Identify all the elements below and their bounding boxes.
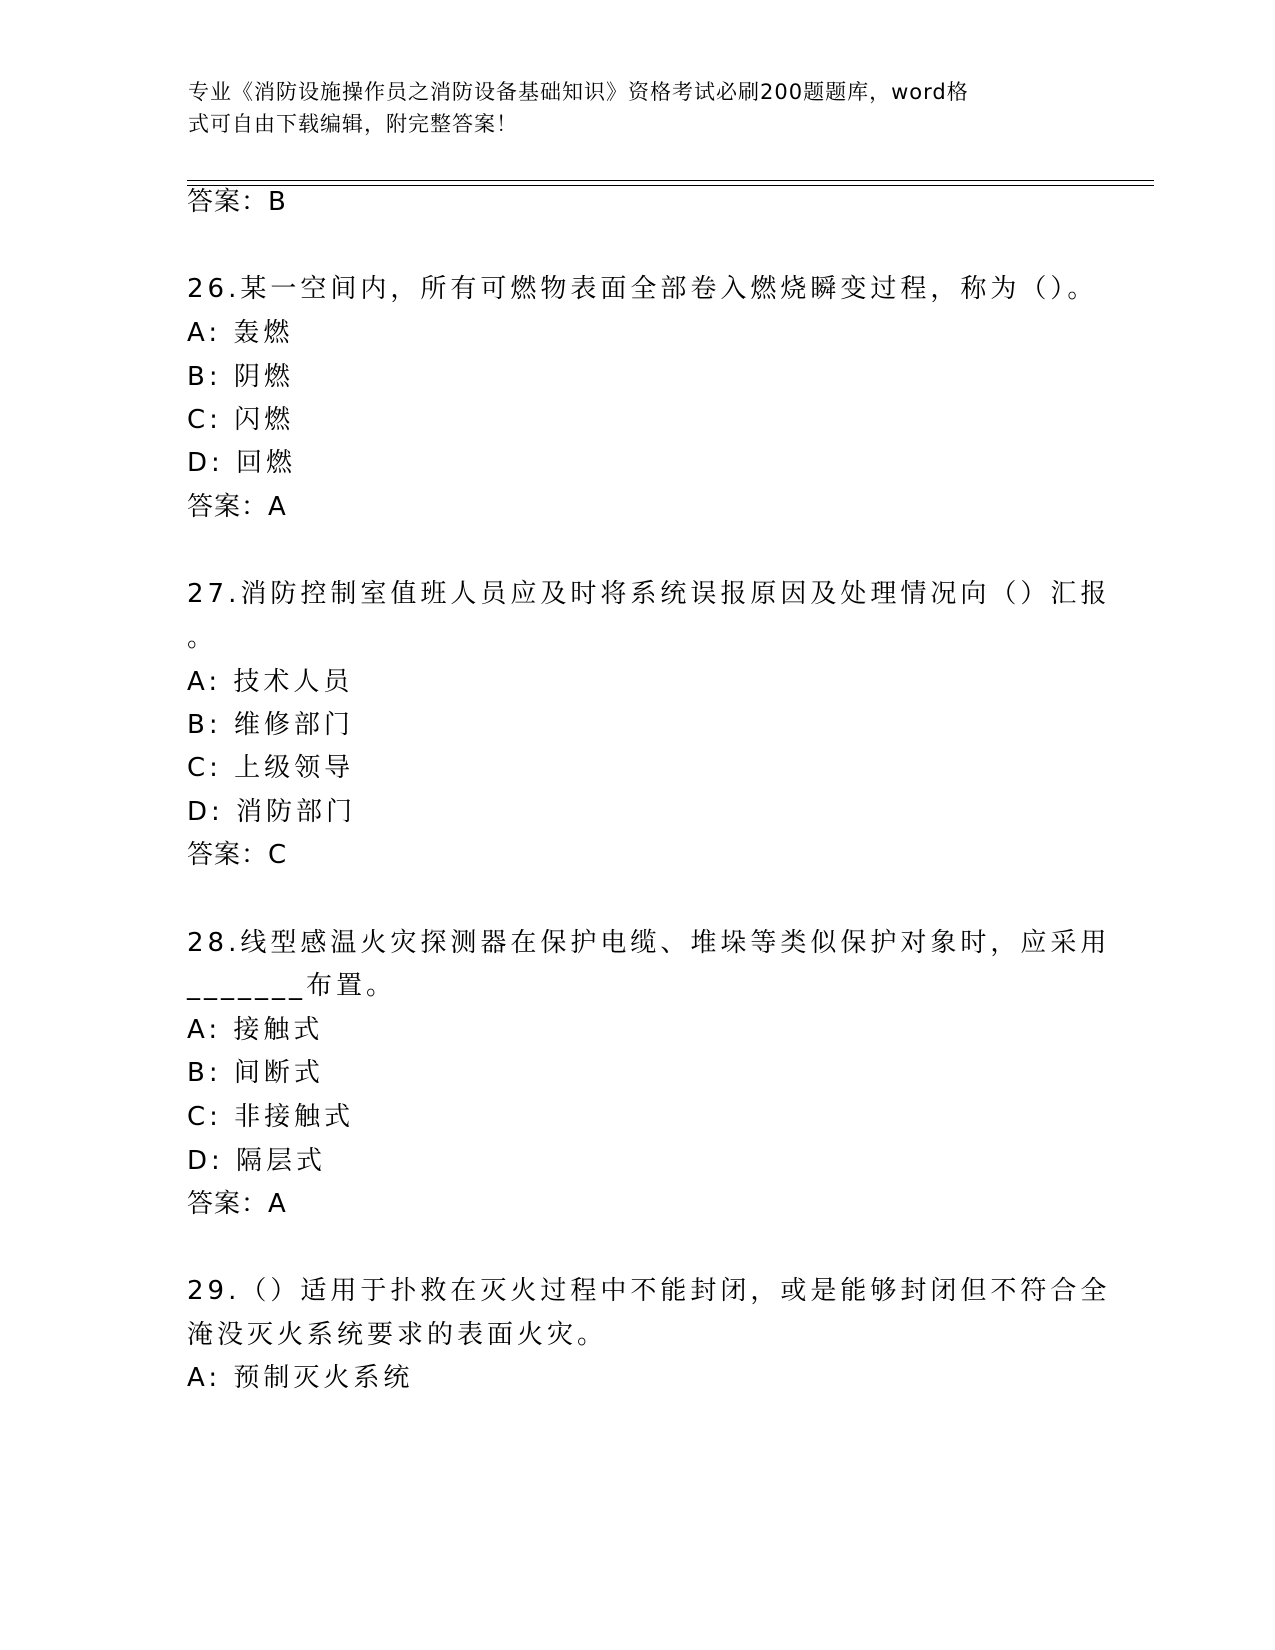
previous-answer: 答案：B — [187, 187, 287, 217]
option-b: B: 维修部门 — [187, 710, 354, 740]
option-d: D: 隔层式 — [187, 1146, 327, 1176]
question-stem-continued: 淹没灭火系统要求的表面火灾。 — [187, 1320, 608, 1350]
header-divider-bottom — [187, 185, 1154, 186]
answer: 答案：A — [187, 492, 287, 522]
question-stem-continued: _______布置。 — [187, 971, 397, 1001]
option-a: A: 接触式 — [187, 1015, 324, 1045]
question-stem: 28.线型感温火灾探测器在保护电缆、堆垛等类似保护对象时，应采用 — [187, 928, 1111, 958]
option-b: B: 间断式 — [187, 1058, 324, 1088]
option-d: D: 消防部门 — [187, 797, 357, 827]
question-stem-continued: 。 — [187, 623, 218, 653]
option-c: C: 闪燃 — [187, 405, 295, 435]
question-stem: 26.某一空间内，所有可燃物表面全部卷入燃烧瞬变过程，称为（）。 — [187, 274, 1098, 304]
option-d: D: 回燃 — [187, 448, 297, 478]
answer: 答案：C — [187, 840, 288, 870]
option-a: A: 轰燃 — [187, 318, 294, 348]
option-a: A: 预制灭火系统 — [187, 1363, 414, 1393]
header-title-line-2: 式可自由下载编辑，附完整答案！ — [188, 112, 518, 136]
document-header — [188, 76, 1088, 140]
header-divider-top — [187, 180, 1154, 181]
option-b: B: 阴燃 — [187, 362, 294, 392]
option-c: C: 非接触式 — [187, 1102, 355, 1132]
header-title-line-1: 专业《消防设施操作员之消防设备基础知识》资格考试必刷200题题库，word格 — [188, 80, 969, 104]
option-a: A: 技术人员 — [187, 667, 354, 697]
question-stem: 27.消防控制室值班人员应及时将系统误报原因及处理情况向（）汇报 — [187, 579, 1111, 609]
question-stem: 29.（）适用于扑救在灭火过程中不能封闭，或是能够封闭但不符合全 — [187, 1276, 1111, 1306]
option-c: C: 上级领导 — [187, 753, 355, 783]
answer: 答案：A — [187, 1189, 287, 1219]
